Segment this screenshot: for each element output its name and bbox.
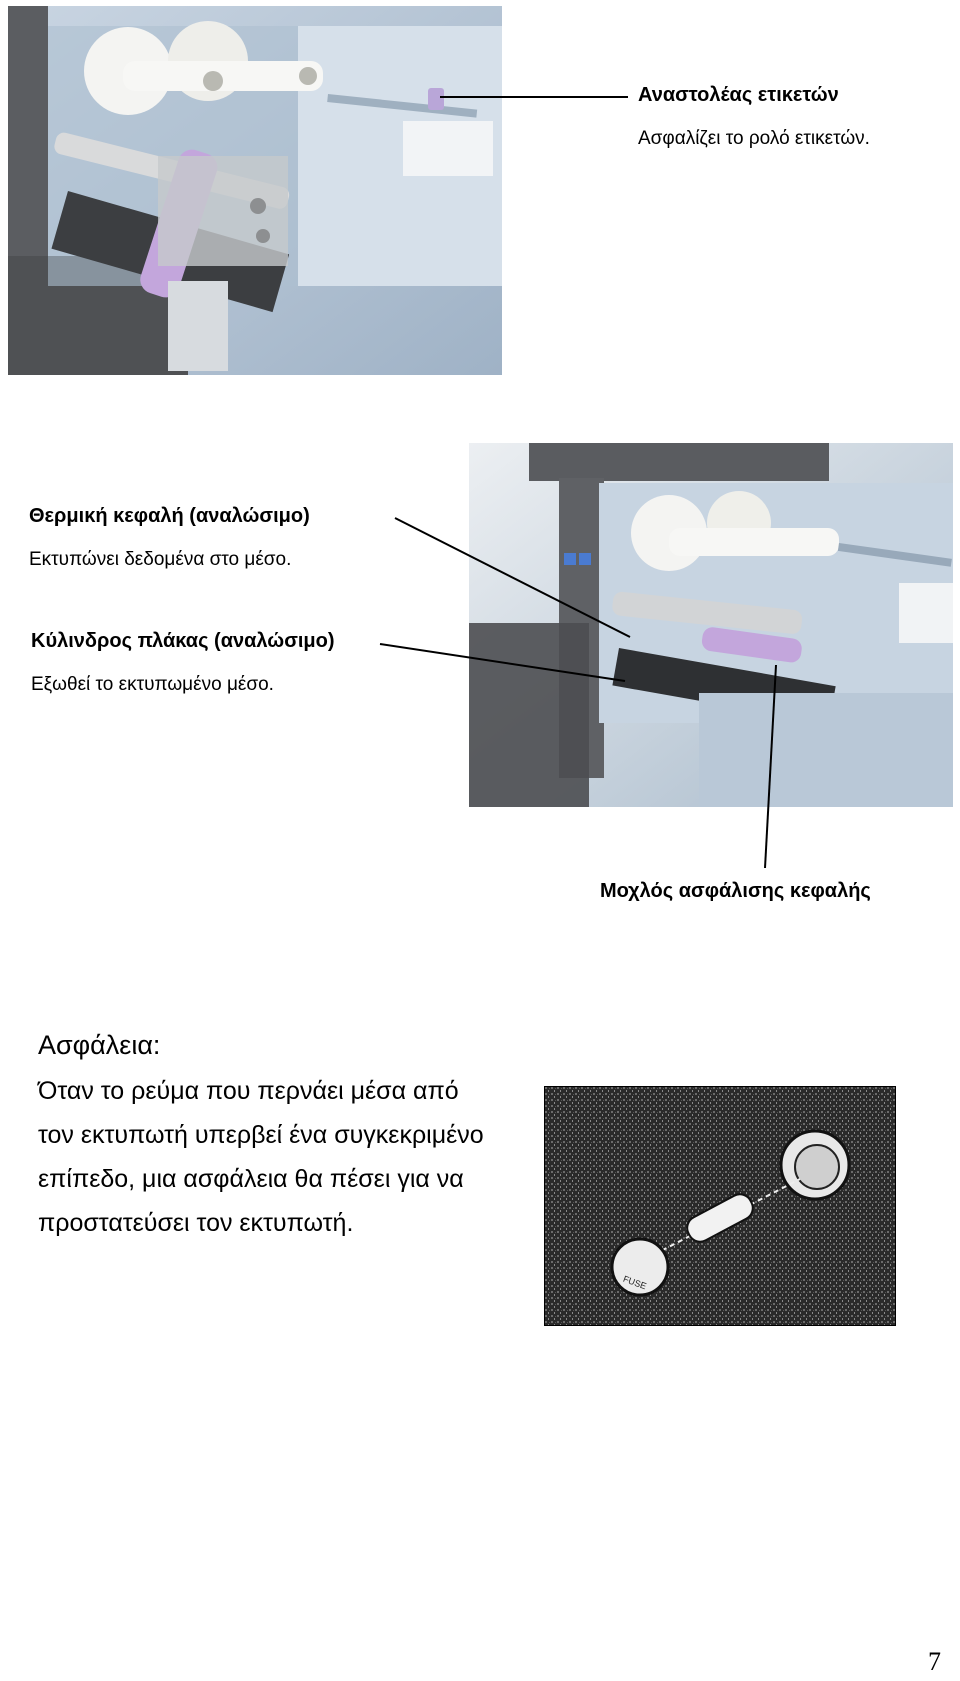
fuse-heading: Ασφάλεια: [38, 1030, 161, 1060]
page-number: 7 [928, 1647, 941, 1676]
fuse-line: Όταν το ρεύμα που περνάει μέσα από [38, 1077, 459, 1105]
fuse-line: επίπεδο, μια ασφάλεια θα πέσει για να [38, 1165, 464, 1193]
label-stopper-desc: Ασφαλίζει το ρολό ετικετών. [638, 128, 870, 149]
fuse-illustration [544, 1086, 896, 1326]
thermal-head-title: Θερμική κεφαλή (αναλώσιμο) [29, 505, 310, 527]
label-stopper-title: Αναστολέας ετικετών [638, 84, 839, 106]
platen-roller-title: Κύλινδρος πλάκας (αναλώσιμο) [31, 630, 335, 652]
platen-roller-desc: Εξωθεί το εκτυπωμένο μέσο. [31, 674, 274, 695]
head-lock-lever-title: Μοχλός ασφάλισης κεφαλής [600, 880, 871, 902]
fuse-line: τον εκτυπωτή υπερβεί ένα συγκεκριμένο [38, 1121, 484, 1149]
fuse-description [38, 1069, 518, 1245]
thermal-head-desc: Εκτυπώνει δεδομένα στο μέσο. [29, 549, 292, 570]
fuse-line: προστατεύσει τον εκτυπωτή. [38, 1209, 354, 1237]
fuse-cap-label: FUSE [621, 1273, 648, 1292]
